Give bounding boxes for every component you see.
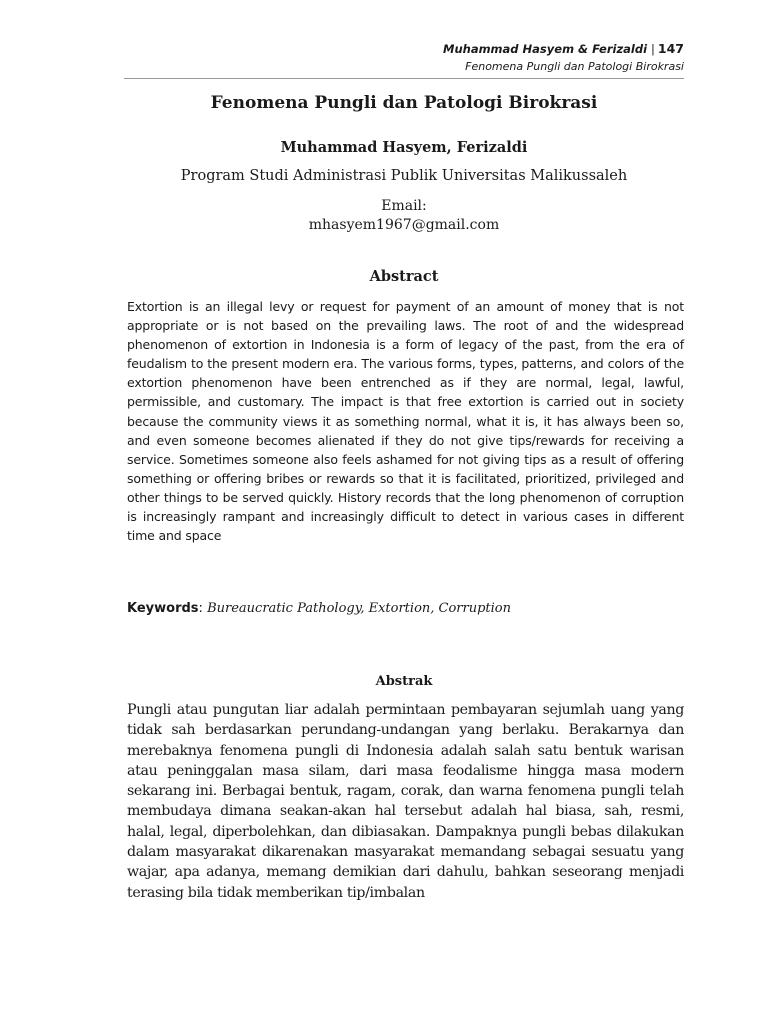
keywords-line [127, 601, 684, 616]
paper-title: Fenomena Pungli dan Patologi Birokrasi [210, 93, 598, 113]
keywords-list: Bureaucratic Pathology, Extortion, Corruption [207, 601, 512, 616]
running-head-short-title: Fenomena Pungli dan Patologi Birokrasi [465, 60, 684, 73]
keywords-colon: : [198, 601, 203, 616]
email-block [124, 197, 684, 235]
abstrak-text: Pungli atau pungutan liar adalah permintaan pembayaran sejumlah uang yang tidak sah berdasarkan perundang-undangan yang berlaku. Berakarnya dan merebaknya fenomena pungli di Indonesia adalah salah satu bentuk warisan atau peninggalan masa silam, dari masa feodalisme hingga masa modern sekarang ini. Berbagai bentuk, ragam, corak, dan warna fenomena pungli telah membudaya dimana seakan-akan hal tersebut adalah hal biasa, sah, resmi, halal, legal, diperbolehkan, dan dibiasakan. Dampaknya pungli bebas dilakukan dalam masyarakat dikarenakan masyarakat memandang sebagai sesuatu yang wajar, apa adanya, memang demikian dari dahulu, bahkan seseorang menjadi terasing bila tidak memberikan tip/imbalan [127, 702, 684, 901]
running-head-line-1 [443, 40, 684, 58]
abstract-heading: Abstract [369, 268, 439, 285]
keywords-label: Keywords [127, 601, 199, 616]
running-head-separator: | [651, 42, 655, 56]
running-head-authors: Muhammad Hasyem & Ferizaldi [443, 42, 648, 56]
author-affiliation: Program Studi Administrasi Publik Universitas Malikussaleh [180, 168, 628, 184]
abstract-text: Extortion is an illegal levy or request for payment of an amount of money that is not appropriate or is not based on the prevailing laws. The root of and the widespread phenomenon of extortion in Indonesia is a form of legacy of the past, from the era of feudalism to the present modern era. The various forms, types, patterns, and colors of the extortion phenomenon have been entrenched as if they are normal, legal, lawful, permissible, and customary. The impact is that free extortion is carried out in society because the community views it as something normal, what it is, it has always been so, and even someone becomes alienated if they do not give tips/rewards for receiving a service. Sometimes someone also feels ashamed for not giving tips as a result of offering something or offering bribes or rewards so that it is facilitated, prioritized, privileged and other things to be served quickly. History records that the long phenomenon of corruption is increasingly rampant and increasingly difficult to detect in various cases in different time and space [127, 299, 684, 544]
page-number: 147 [657, 41, 684, 56]
running-head [443, 40, 684, 75]
email-label: Email: [381, 198, 427, 214]
header-divider [124, 78, 684, 79]
email-address: mhasyem1967@gmail.com [308, 217, 500, 233]
abstrak-heading: Abstrak [375, 674, 433, 689]
author-names: Muhammad Hasyem, Ferizaldi [280, 139, 528, 156]
